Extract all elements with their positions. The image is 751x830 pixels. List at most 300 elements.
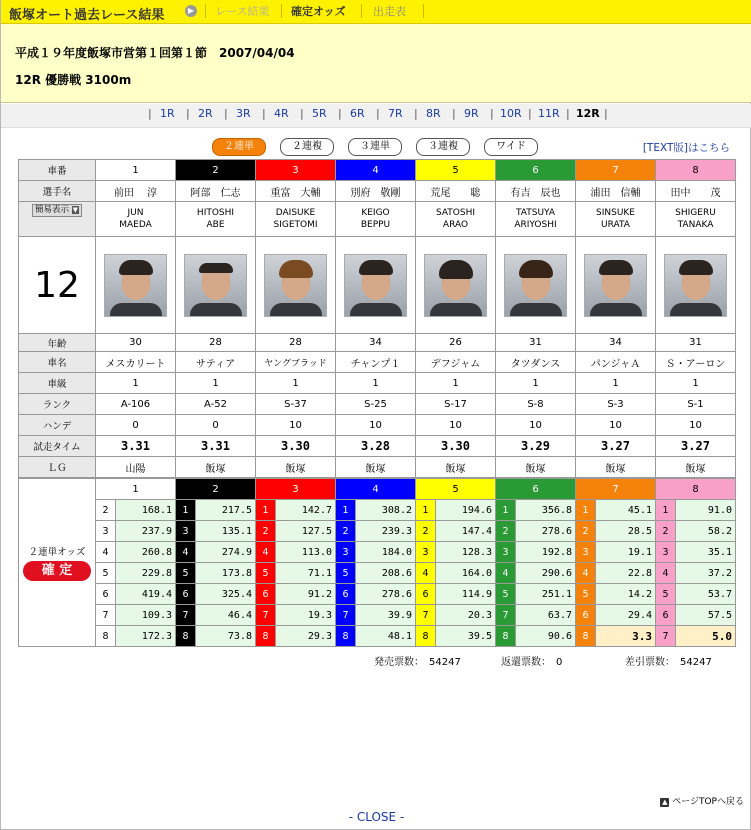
top-bar [1, 0, 751, 24]
rider-class: 1 [336, 373, 416, 394]
odds-head-row [19, 479, 736, 500]
odds-value: 308.2 [356, 500, 416, 521]
rider-class: 1 [96, 373, 176, 394]
race-sep: | [148, 107, 152, 120]
first-car-1: 1 [96, 479, 176, 500]
rider-age: 26 [416, 334, 496, 352]
rider-handicap: 0 [176, 415, 256, 436]
up-arrow-icon: ▲ [662, 798, 668, 806]
text-version-link[interactable]: [TEXT版]はこちら [642, 142, 730, 154]
rider-photo-row [19, 237, 736, 334]
odds-value: 164.0 [436, 563, 496, 584]
rider-roman-family: ARAO [442, 220, 469, 230]
odds-value: 260.8 [116, 542, 176, 563]
nav-final-odds[interactable]: 確定オッズ [291, 5, 346, 18]
odds-value: 39.9 [356, 605, 416, 626]
race-sep: | [490, 107, 494, 120]
race-link-6[interactable]: 6R [350, 107, 365, 120]
odds-value: 19.3 [276, 605, 336, 626]
trial-time: 3.29 [496, 436, 576, 457]
rider-class: 1 [176, 373, 256, 394]
second-car: 4 [656, 563, 676, 584]
second-car: 8 [96, 626, 116, 647]
odds-value: 229.8 [116, 563, 176, 584]
age-row [19, 334, 736, 352]
nav-entry-list[interactable]: 出走表 [373, 5, 406, 18]
odds-value: 419.4 [116, 584, 176, 605]
car-5: 5 [416, 160, 496, 181]
odds-value: 127.5 [276, 521, 336, 542]
second-car: 3 [656, 542, 676, 563]
rider-handicap: 10 [336, 415, 416, 436]
rider-photo [584, 254, 647, 317]
second-car: 4 [176, 542, 196, 563]
rider-handicap: 10 [256, 415, 336, 436]
rider-roman-given: SHIGERU [675, 208, 716, 218]
rider-lg: 飯塚 [256, 457, 336, 478]
odds-value: 22.8 [596, 563, 656, 584]
race-link-11[interactable]: 11R [538, 107, 560, 120]
second-car: 1 [656, 500, 676, 521]
second-car: 4 [96, 542, 116, 563]
odds-value: 91.0 [676, 500, 736, 521]
second-car: 2 [336, 521, 356, 542]
dropdown-arrow-icon: ▼ [72, 206, 79, 214]
odds-value: 28.5 [596, 521, 656, 542]
second-car: 3 [576, 542, 596, 563]
rider-handicap: 10 [496, 415, 576, 436]
second-car: 4 [256, 542, 276, 563]
rider-roman-given: KEIGO [361, 208, 390, 218]
first-car-5: 5 [416, 479, 496, 500]
car-1: 1 [96, 160, 176, 181]
rider-name: 田中 茂 [656, 181, 736, 202]
odds-value: 46.4 [196, 605, 256, 626]
race-sep: | [262, 107, 266, 120]
rider-roman-given: HITOSHI [196, 208, 235, 218]
site-title: 飯塚オート過去レース結果 [9, 8, 165, 23]
rider-photo-cell [416, 237, 496, 334]
second-car: 1 [336, 500, 356, 521]
race-link-12[interactable]: 12R [576, 107, 600, 120]
rider-roman-row [19, 202, 736, 237]
second-car: 8 [576, 626, 596, 647]
second-car: 7 [496, 605, 516, 626]
race-sep: | [604, 107, 608, 120]
odds-value: 135.1 [196, 521, 256, 542]
car-name: チャンプ１ [336, 352, 416, 373]
handicap-label: ハンデ [19, 415, 96, 436]
second-car: 7 [656, 626, 676, 647]
second-car: 8 [416, 626, 436, 647]
race-sep: | [376, 107, 380, 120]
car-name: パンジャＡ [576, 352, 656, 373]
rider-photo-cell [656, 237, 736, 334]
display-mode-cell [19, 202, 96, 237]
race-link-4[interactable]: 4R [274, 107, 289, 120]
trial-time: 3.30 [416, 436, 496, 457]
odds-value: 278.6 [356, 584, 416, 605]
odds-value: 20.3 [436, 605, 496, 626]
second-car: 6 [96, 584, 116, 605]
odds-value: 73.8 [196, 626, 256, 647]
car-4: 4 [336, 160, 416, 181]
nav-divider [423, 4, 424, 18]
rider-photo-cell [576, 237, 656, 334]
rank-row [19, 394, 736, 415]
second-car: 5 [96, 563, 116, 584]
close-link[interactable]: - CLOSE - [348, 810, 405, 824]
rider-photo [264, 254, 327, 317]
sales-count: 発売票数： 54247 [374, 657, 461, 668]
rank-label: ランク [19, 394, 96, 415]
arrow-right-icon: ▶ [185, 5, 197, 17]
rider-roman-given: SATOSHI [435, 208, 476, 218]
rider-roman-given: DAISUKE [275, 208, 316, 218]
car-name: Ｓ・アーロン [656, 352, 736, 373]
rider-lg: 飯塚 [176, 457, 256, 478]
rider-rank: S-17 [416, 394, 496, 415]
car-3: 3 [256, 160, 336, 181]
second-car: 6 [416, 584, 436, 605]
odds-value: 45.1 [596, 500, 656, 521]
rider-age: 28 [176, 334, 256, 352]
car-number-row [19, 160, 736, 181]
display-mode-value: 簡易表示 [34, 205, 69, 215]
odds-label: ２連単オッズ [28, 547, 86, 558]
rider-handicap: 10 [656, 415, 736, 436]
odds-value: 39.5 [436, 626, 496, 647]
odds-value: 194.6 [436, 500, 496, 521]
second-car: 7 [96, 605, 116, 626]
rider-photo-cell [256, 237, 336, 334]
second-car: 6 [336, 584, 356, 605]
race-info: 12R 優勝戦 3100m [15, 73, 132, 87]
first-car-2: 2 [176, 479, 256, 500]
race-link-1[interactable]: 1R [160, 107, 175, 120]
odds-value: 184.0 [356, 542, 416, 563]
odds-value: 90.6 [516, 626, 576, 647]
trial-time: 3.31 [96, 436, 176, 457]
rider-photo-cell [176, 237, 256, 334]
trial-time-row [19, 436, 736, 457]
rider-roman-family: SIGETOMI [273, 220, 318, 230]
net-count: 差引票数： 54247 [625, 657, 712, 668]
rider-roman-family: BEPPU [360, 220, 391, 230]
rider-name: 浦田 信輔 [576, 181, 656, 202]
nav-divider [205, 4, 206, 18]
race-link-3[interactable]: 3R [236, 107, 251, 120]
odds-value: 57.5 [676, 605, 736, 626]
rider-name: 別府 敬剛 [336, 181, 416, 202]
odds-value: 91.2 [276, 584, 336, 605]
rider-lg: 山陽 [96, 457, 176, 478]
trial-time: 3.28 [336, 436, 416, 457]
rider-lg: 飯塚 [416, 457, 496, 478]
second-car: 6 [576, 605, 596, 626]
tab-exacta[interactable]: ２連単 [212, 138, 266, 156]
odds-row [19, 626, 736, 647]
race-sep: | [186, 107, 190, 120]
car-name: ヤングブラッド [256, 352, 336, 373]
car-name-label: 車名 [19, 352, 96, 373]
page-top-label: ページTOPへ戻る [672, 797, 744, 807]
trial-time: 3.30 [256, 436, 336, 457]
rider-rank: A-106 [96, 394, 176, 415]
car-2: 2 [176, 160, 256, 181]
rider-class: 1 [496, 373, 576, 394]
first-car-8: 8 [656, 479, 736, 500]
odds-row [19, 542, 736, 563]
rider-roman-family: MAEDA [119, 220, 152, 230]
rider-lg: 飯塚 [656, 457, 736, 478]
trial-time: 3.27 [656, 436, 736, 457]
rider-age: 30 [96, 334, 176, 352]
rider-roman [256, 202, 336, 237]
tab-trio[interactable]: ３連複 [416, 138, 470, 156]
odds-label-cell [19, 479, 96, 647]
second-car: 3 [416, 542, 436, 563]
rider-photo [104, 254, 167, 317]
tab-trifecta[interactable]: ３連単 [348, 138, 402, 156]
rider-name-row [19, 181, 736, 202]
odds-value: 356.8 [516, 500, 576, 521]
odds-row [19, 605, 736, 626]
car-name: メスカリート [96, 352, 176, 373]
rider-roman-given: JUN [127, 208, 144, 218]
rider-photo-cell [336, 237, 416, 334]
odds-value: 128.3 [436, 542, 496, 563]
second-car: 2 [496, 521, 516, 542]
odds-value: 19.1 [596, 542, 656, 563]
second-car: 1 [576, 500, 596, 521]
rider-roman [496, 202, 576, 237]
page-top-link[interactable] [660, 794, 744, 807]
rider-roman [336, 202, 416, 237]
rider-lg: 飯塚 [336, 457, 416, 478]
car-name: デフジャム [416, 352, 496, 373]
second-car: 5 [176, 563, 196, 584]
rider-lg: 飯塚 [496, 457, 576, 478]
first-car-3: 3 [256, 479, 336, 500]
first-car-6: 6 [496, 479, 576, 500]
second-car: 7 [416, 605, 436, 626]
second-car: 3 [336, 542, 356, 563]
odds-row [19, 500, 736, 521]
second-car: 5 [336, 563, 356, 584]
odds-row [19, 521, 736, 542]
rider-rank: S-25 [336, 394, 416, 415]
nav-divider [361, 4, 362, 18]
nav-race-result[interactable]: レース結果 [215, 5, 270, 18]
odds-value: 142.7 [276, 500, 336, 521]
rider-class: 1 [656, 373, 736, 394]
tab-wide[interactable]: ワイド [484, 138, 538, 156]
odds-value: 278.6 [516, 521, 576, 542]
odds-value: 173.8 [196, 563, 256, 584]
odds-value: 58.2 [676, 521, 736, 542]
rider-photo [664, 254, 727, 317]
trial-time: 3.31 [176, 436, 256, 457]
second-car: 2 [656, 521, 676, 542]
race-sep: | [300, 107, 304, 120]
race-link-10[interactable]: 10R [500, 107, 522, 120]
odds-value: 325.4 [196, 584, 256, 605]
rider-table [18, 159, 736, 478]
odds-value: 53.7 [676, 584, 736, 605]
odds-value-favorite: 3.3 [596, 626, 656, 647]
second-car: 5 [256, 563, 276, 584]
rider-roman-given: TATSUYA [515, 208, 555, 218]
odds-value: 14.2 [596, 584, 656, 605]
race-sep: | [414, 107, 418, 120]
odds-value: 35.1 [676, 542, 736, 563]
second-car: 4 [416, 563, 436, 584]
rider-roman-family: TANAKA [677, 220, 714, 230]
second-car: 2 [96, 500, 116, 521]
rider-handicap: 0 [96, 415, 176, 436]
rider-rank: S-37 [256, 394, 336, 415]
rider-name: 荒尾 聡 [416, 181, 496, 202]
odds-value: 237.9 [116, 521, 176, 542]
second-car: 4 [576, 563, 596, 584]
rider-age: 34 [336, 334, 416, 352]
second-car: 2 [576, 521, 596, 542]
rider-rank: A-52 [176, 394, 256, 415]
first-car-7: 7 [576, 479, 656, 500]
exacta-odds-table [18, 478, 736, 647]
refund-count: 返還票数： 0 [501, 657, 563, 668]
trial-time-label: 試走タイム [19, 436, 96, 457]
odds-row [19, 584, 736, 605]
lg-row [19, 457, 736, 478]
odds-value: 71.1 [276, 563, 336, 584]
rider-roman [176, 202, 256, 237]
rider-rank: S-1 [656, 394, 736, 415]
second-car: 6 [656, 605, 676, 626]
class-row [19, 373, 736, 394]
race-sep: | [452, 107, 456, 120]
odds-value: 168.1 [116, 500, 176, 521]
rider-rank: S-3 [576, 394, 656, 415]
rider-name: 重富 大輔 [256, 181, 336, 202]
second-car: 5 [656, 584, 676, 605]
second-car: 8 [336, 626, 356, 647]
race-link-7[interactable]: 7R [388, 107, 403, 120]
second-car: 8 [256, 626, 276, 647]
rider-photo [504, 254, 567, 317]
rider-photo [344, 254, 407, 317]
race-sep: | [528, 107, 532, 120]
odds-value: 290.6 [516, 563, 576, 584]
rider-age: 34 [576, 334, 656, 352]
rider-class: 1 [576, 373, 656, 394]
odds-value: 172.3 [116, 626, 176, 647]
rider-roman-family: ABE [206, 220, 225, 230]
race-sep: | [224, 107, 228, 120]
odds-value: 63.7 [516, 605, 576, 626]
second-car: 5 [576, 584, 596, 605]
rider-age: 31 [496, 334, 576, 352]
odds-value: 239.3 [356, 521, 416, 542]
odds-value: 208.6 [356, 563, 416, 584]
car-8: 8 [656, 160, 736, 181]
second-car: 7 [176, 605, 196, 626]
second-car: 8 [176, 626, 196, 647]
odds-value: 274.9 [196, 542, 256, 563]
first-car-4: 4 [336, 479, 416, 500]
rider-photo [424, 254, 487, 317]
second-car: 2 [256, 521, 276, 542]
odds-value: 109.3 [116, 605, 176, 626]
name-label: 選手名 [19, 181, 96, 202]
race-info-box [1, 24, 751, 103]
rider-photo [184, 254, 247, 317]
rider-photo-cell [496, 237, 576, 334]
display-mode-select[interactable] [32, 204, 82, 217]
confirmed-badge: 確 定 [23, 561, 91, 581]
race-sep: | [566, 107, 570, 120]
nav-divider [281, 4, 282, 18]
rider-class: 1 [416, 373, 496, 394]
rider-roman [656, 202, 736, 237]
second-car: 1 [496, 500, 516, 521]
second-car: 4 [496, 563, 516, 584]
odds-value: 251.1 [516, 584, 576, 605]
odds-value: 29.3 [276, 626, 336, 647]
second-car: 8 [496, 626, 516, 647]
rider-name: 前田 淳 [96, 181, 176, 202]
second-car: 2 [416, 521, 436, 542]
rider-photo-cell [96, 237, 176, 334]
tab-quinella[interactable]: ２連複 [280, 138, 334, 156]
lg-label: ＬＧ [19, 457, 96, 478]
second-car: 1 [416, 500, 436, 521]
rider-age: 31 [656, 334, 736, 352]
age-label: 年齢 [19, 334, 96, 352]
car-7: 7 [576, 160, 656, 181]
rider-handicap: 10 [416, 415, 496, 436]
odds-value-favorite: 5.0 [676, 626, 736, 647]
meet-info: 平成１９年度飯塚市営第１回第１節 2007/04/04 [15, 46, 295, 60]
rider-age: 28 [256, 334, 336, 352]
race-link-9[interactable]: 9R [464, 107, 479, 120]
rider-class: 1 [256, 373, 336, 394]
second-car: 6 [256, 584, 276, 605]
car-name: タツダンス [496, 352, 576, 373]
second-car: 5 [496, 584, 516, 605]
rider-roman-family: ARIYOSHI [514, 220, 557, 230]
race-link-2[interactable]: 2R [198, 107, 213, 120]
rider-roman [576, 202, 656, 237]
race-link-5[interactable]: 5R [312, 107, 327, 120]
rider-handicap: 10 [576, 415, 656, 436]
class-label: 車級 [19, 373, 96, 394]
car-name-row [19, 352, 736, 373]
odds-value: 192.8 [516, 542, 576, 563]
rider-name: 阿部 仁志 [176, 181, 256, 202]
second-car: 3 [176, 521, 196, 542]
odds-value: 48.1 [356, 626, 416, 647]
odds-row [19, 563, 736, 584]
race-number: 12 [19, 237, 96, 334]
second-car: 1 [256, 500, 276, 521]
second-car: 7 [256, 605, 276, 626]
race-link-8[interactable]: 8R [426, 107, 441, 120]
rider-roman [416, 202, 496, 237]
second-car: 1 [176, 500, 196, 521]
odds-value: 37.2 [676, 563, 736, 584]
